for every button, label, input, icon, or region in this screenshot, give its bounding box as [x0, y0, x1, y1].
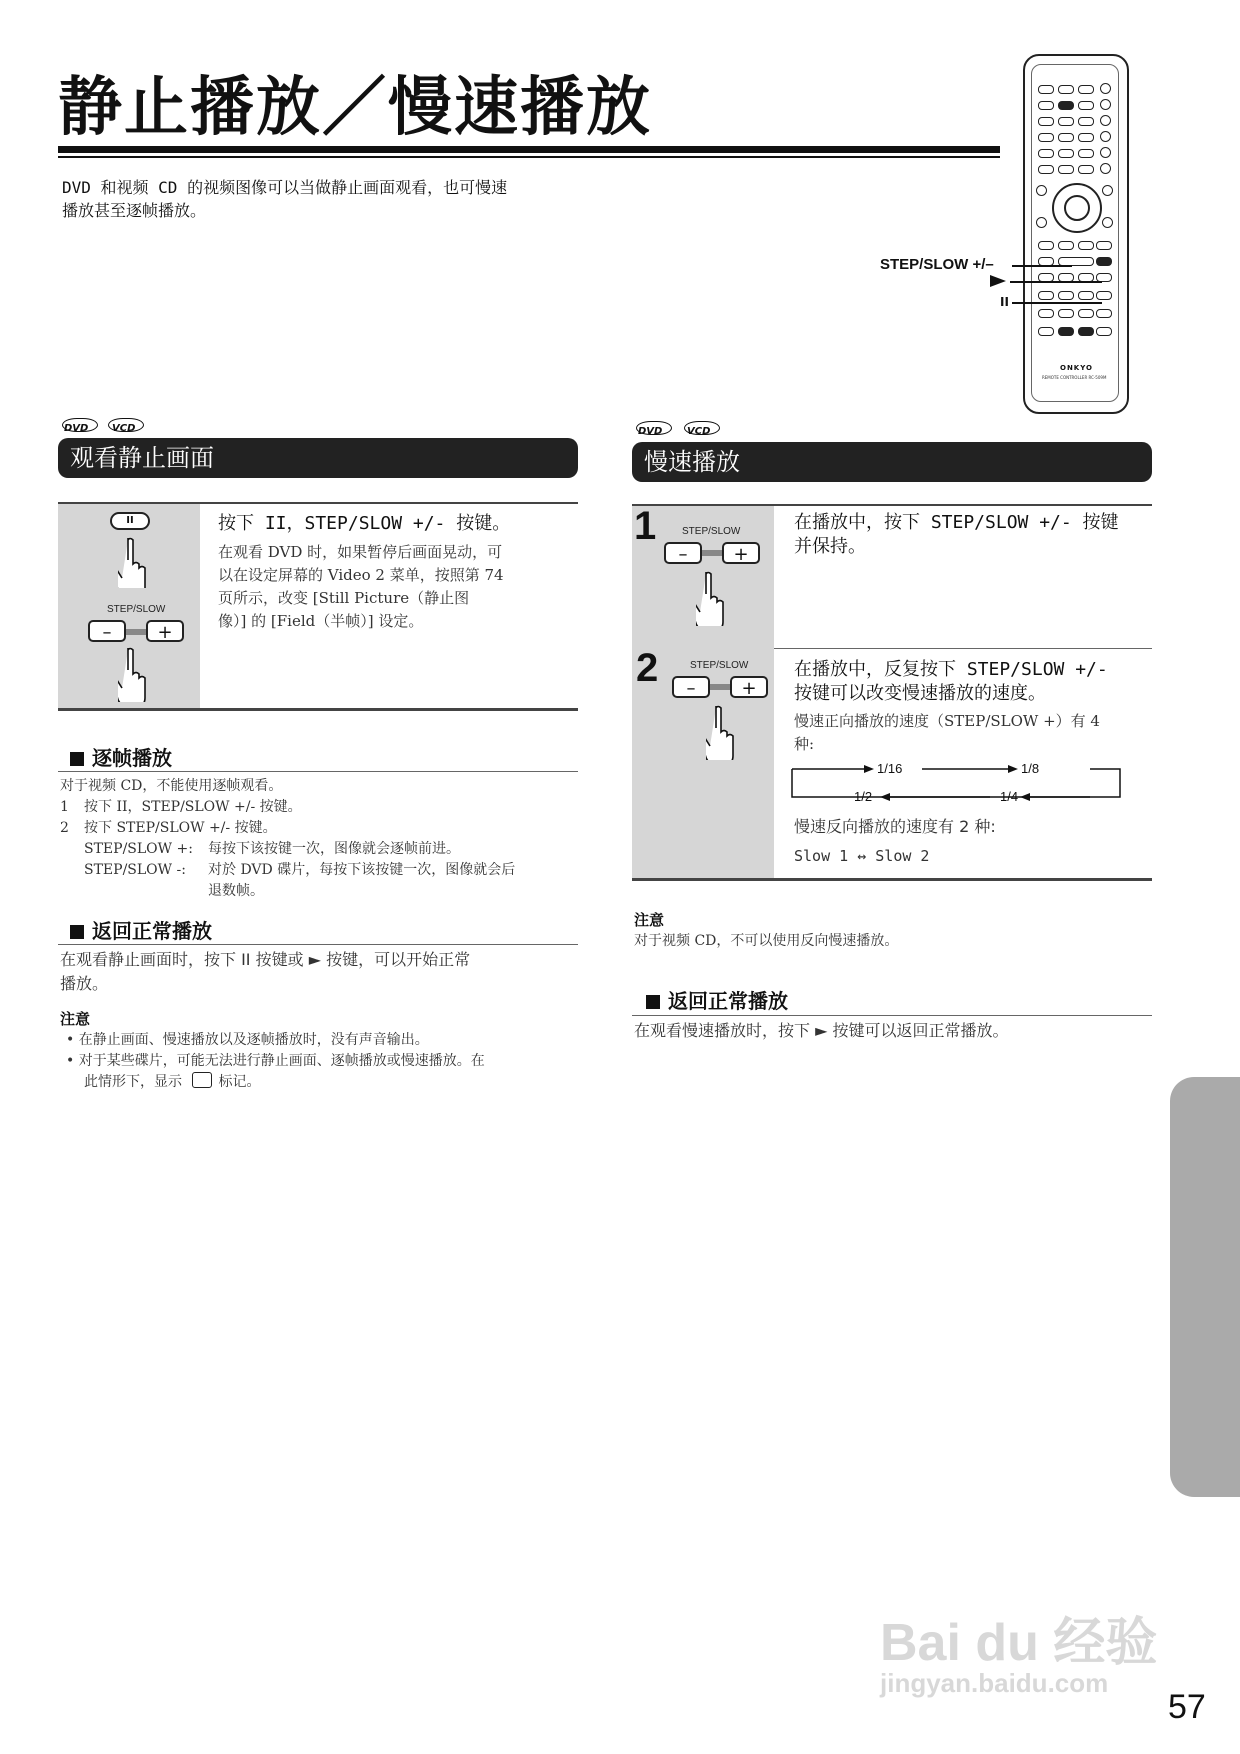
page-number: 57	[1168, 1688, 1206, 1726]
item-number: 1	[60, 799, 69, 815]
step1-text	[794, 511, 1154, 559]
note-right-text: 对于视频 CD，不可以使用反向慢速播放。	[634, 933, 899, 949]
speed-label: 1/2	[854, 789, 873, 804]
minus-button-illustration: –	[672, 676, 710, 698]
speed-label: 1/4	[1000, 789, 1019, 804]
key-desc: 对於 DVD 碟片，每按下该按键一次，图像就会后	[208, 862, 516, 878]
speed-cycle-diagram	[790, 755, 1130, 805]
vcd-badge-oval	[108, 418, 144, 432]
dvd-badge-oval	[636, 421, 672, 435]
dvd-badge-oval	[62, 418, 98, 432]
reverse-speed-values: Slow 1 ↔ Slow 2	[794, 847, 930, 865]
key-desc: 退数帧。	[208, 883, 264, 899]
callout-line	[1012, 265, 1072, 267]
heading-text: 返回正常播放	[668, 989, 788, 1013]
vcd-badge-label: VCD	[687, 426, 711, 437]
heading-text: 逐帧播放	[92, 746, 172, 770]
title-rule-thin	[58, 156, 1000, 158]
dvd-badge-label: DVD	[638, 426, 663, 437]
speed-label: 1/8	[1021, 761, 1040, 776]
note-bullet: 此情形下，显示	[84, 1074, 182, 1090]
watermark-logo: Bai du 经验	[880, 1614, 1158, 1672]
note-bullet: 标记。	[218, 1074, 261, 1090]
intro-text	[62, 176, 602, 222]
note-title-right: 注意	[634, 911, 665, 929]
step-slow-label: STEP/SLOW	[690, 660, 749, 671]
prohibited-hand-icon	[192, 1072, 212, 1088]
divider	[58, 944, 578, 945]
still-description	[218, 541, 578, 633]
callout-line	[1012, 302, 1102, 304]
resume-heading-left	[70, 915, 212, 944]
speed-label: 1/16	[877, 761, 903, 776]
item-text: 按下 STEP/SLOW +/- 按键。	[84, 820, 277, 836]
section-header-still: 观看静止画面	[58, 438, 578, 478]
vcd-badge-oval	[684, 421, 720, 435]
divider	[632, 878, 1152, 881]
text-line: 并保持。	[794, 536, 866, 557]
step-number: 2	[636, 646, 659, 690]
callout-step-slow: STEP/SLOW +/–	[880, 256, 994, 273]
still-instruction: 按下 II，STEP/SLOW +/- 按键。	[218, 513, 511, 534]
finger-press-icon	[118, 536, 152, 588]
divider	[632, 1015, 1152, 1016]
step2-text	[794, 658, 1154, 706]
pause-button-illustration: II	[110, 512, 150, 530]
text-line: 对于视频 CD，不能使用逐帧观看。	[60, 778, 283, 794]
callout-line	[1010, 281, 1102, 283]
section-header-slow: 慢速播放	[632, 442, 1152, 482]
divider	[774, 648, 1152, 649]
text-line: 在观看 DVD 时，如果暂停后画面晃动，可	[218, 543, 503, 561]
remote-control-illustration	[1023, 54, 1129, 414]
forward-speed-text	[794, 710, 1154, 756]
frame-advance-heading	[70, 742, 172, 771]
text-line: 以在设定屏幕的 Video 2 菜单，按照第 74	[218, 566, 504, 584]
remote-brand: ONKYO	[1060, 364, 1094, 372]
page-title: 静止播放／慢速播放	[58, 71, 652, 145]
plus-button-illustration: +	[146, 620, 184, 642]
step-number: 1	[634, 504, 657, 548]
text-line: 在播放中，反复按下 STEP/SLOW +/-	[794, 659, 1108, 680]
dvd-badge-label: DVD	[64, 423, 89, 434]
text-line: 按键可以改变慢速播放的速度。	[794, 683, 1046, 704]
divider	[58, 771, 578, 772]
note-bullet: 对于某些碟片，可能无法进行静止画面、逐帧播放或慢速播放。在	[78, 1053, 485, 1069]
resume-text-left	[60, 948, 580, 996]
intro-line: DVD 和视频 CD 的视频图像可以当做静止画面观看，也可慢速	[62, 178, 508, 197]
remote-model: REMOTE CONTROLLER RC-509M	[1042, 375, 1107, 380]
title-rule	[58, 146, 1000, 153]
vcd-badge-label: VCD	[112, 423, 136, 434]
reverse-speed-text: 慢速反向播放的速度有 2 种:	[794, 817, 996, 836]
key-label: STEP/SLOW +:	[84, 841, 193, 857]
note-bullet: 在静止画面、慢速播放以及逐帧播放时，没有声音输出。	[78, 1032, 429, 1048]
text-line: 播放。	[60, 974, 109, 993]
frame-advance-body	[60, 776, 580, 902]
text-line: 慢速正向播放的速度（STEP/SLOW +）有 4	[794, 712, 1100, 730]
finger-press-icon	[118, 646, 152, 702]
minus-button-illustration: –	[88, 620, 126, 642]
intro-line: 播放甚至逐帧播放。	[62, 201, 207, 220]
finger-press-icon	[696, 570, 730, 626]
step-slow-label: STEP/SLOW	[682, 526, 741, 537]
step-slow-label: STEP/SLOW	[107, 604, 166, 615]
text-line: 像）] 的 [Field（半帧）] 设定。	[218, 612, 424, 630]
text-line: 在播放中，按下 STEP/SLOW +/- 按键	[794, 512, 1119, 533]
item-number: 2	[60, 820, 69, 836]
note-list-left: • 在静止画面、慢速播放以及逐帧播放时，没有声音输出。 • 对于某些碟片，可能无法进行静止画面、逐帧播放或慢速播放。在 此情形下，显示 标记。	[66, 1032, 485, 1090]
plus-button-illustration: +	[722, 542, 760, 564]
key-desc: 每按下该按键一次，图像就会逐帧前进。	[208, 841, 460, 857]
play-icon	[990, 275, 1006, 287]
minus-button-illustration: –	[664, 542, 702, 564]
plus-button-illustration: +	[730, 676, 768, 698]
text-line: 种:	[794, 735, 815, 753]
text-line: 在观看静止画面时，按下 II 按键或 ► 按键，可以开始正常	[60, 950, 471, 969]
key-label: STEP/SLOW -:	[84, 862, 186, 878]
resume-heading-right	[646, 985, 788, 1014]
resume-text-right: 在观看慢速播放时，按下 ► 按键可以返回正常播放。	[634, 1021, 1009, 1040]
note-title-left: 注意	[60, 1010, 91, 1028]
text-line: 页所示，改变 [Still Picture（静止图	[218, 589, 470, 607]
heading-text: 返回正常播放	[92, 919, 212, 943]
item-text: 按下 II，STEP/SLOW +/- 按键。	[84, 799, 302, 815]
chapter-tab	[1170, 1077, 1240, 1497]
watermark-url: jingyan.baidu.com	[880, 1668, 1109, 1698]
divider	[58, 708, 578, 711]
pause-icon: II	[1000, 295, 1009, 309]
finger-press-icon	[706, 704, 740, 760]
